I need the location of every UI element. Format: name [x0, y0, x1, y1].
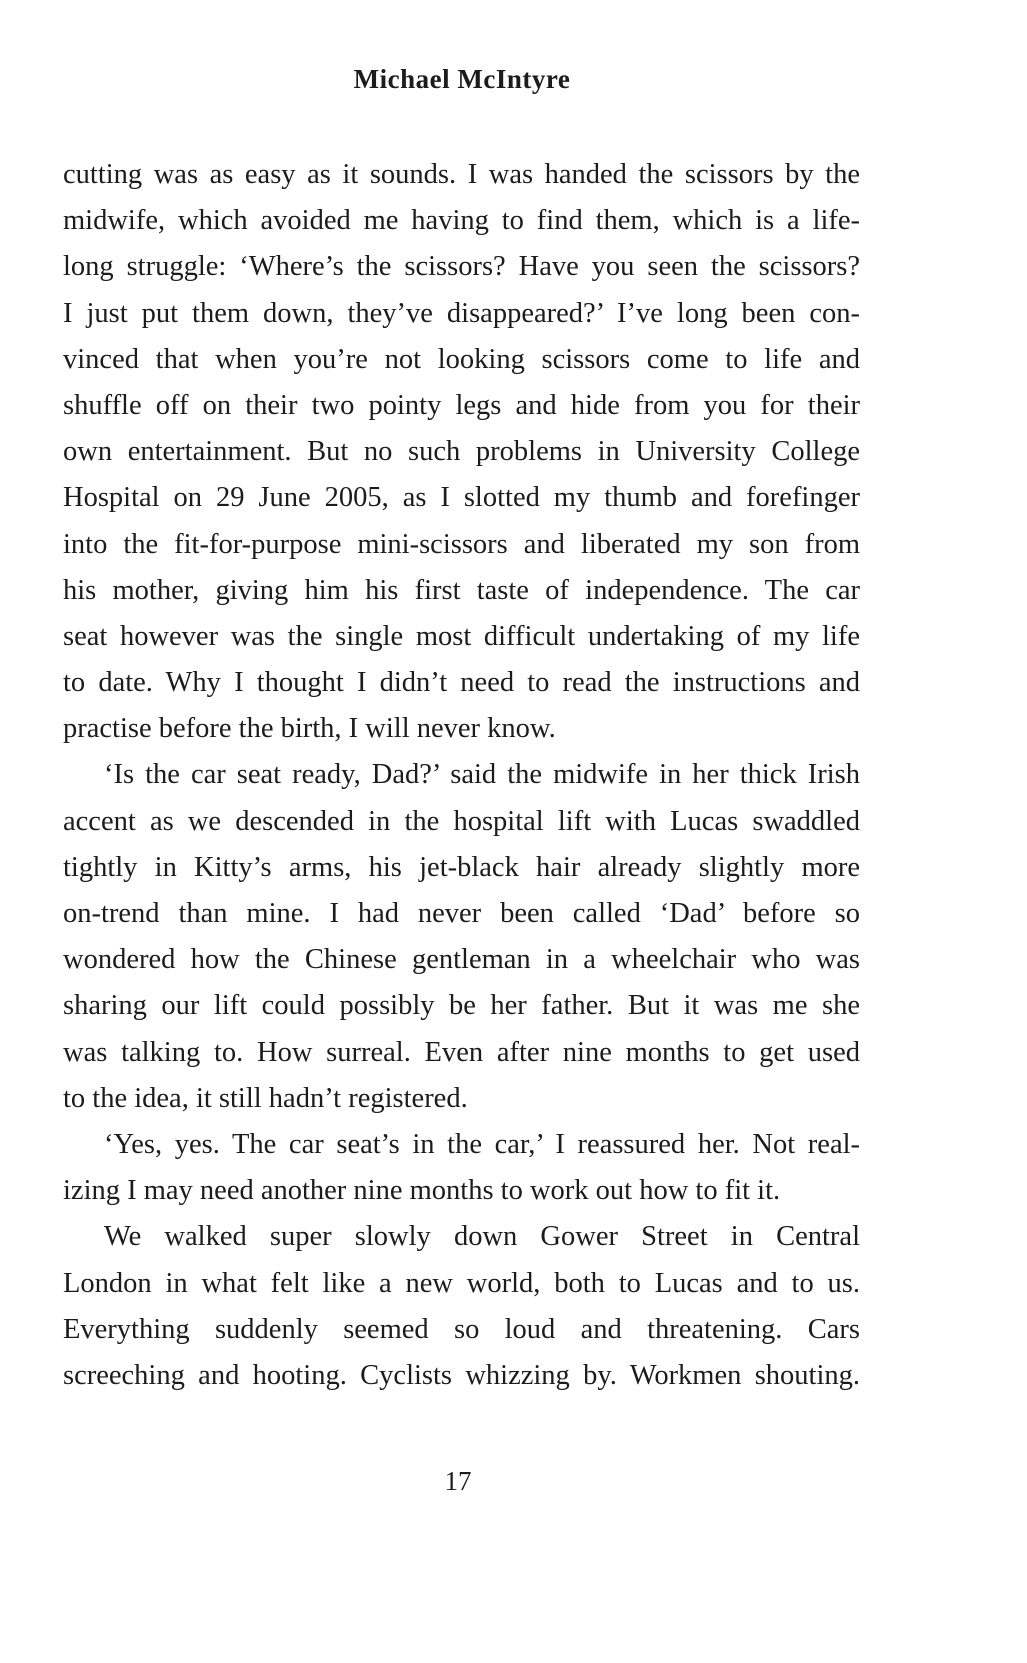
text-line: was talking to. How surreal. Even after nine months to get used [63, 1036, 860, 1068]
paragraph [63, 1214, 860, 1399]
text-line: own entertainment. But no such problems in University College [63, 436, 860, 468]
text-line: vinced that when you’re not looking scissors come to life and [63, 343, 860, 375]
text-line: long struggle: ‘Where’s the scissors? Have you seen the scissors? [63, 251, 860, 283]
text-line: sharing our lift could possibly be her father. But it was me she [63, 990, 860, 1022]
text-line: accent as we descended in the hospital lift with Lucas swaddled [63, 805, 860, 837]
text-line: cutting was as easy as it sounds. I was handed the scissors by the [63, 159, 860, 190]
text-line: wondered how the Chinese gentleman in a wheelchair who was [63, 944, 860, 976]
paragraph [63, 752, 860, 1122]
text-line: ‘Yes, yes. The car seat’s in the car,’ I reassured her. Not real- [104, 1128, 860, 1160]
text-line: We walked super slowly down Gower Street in Central [104, 1221, 860, 1253]
text-line: into the fit-for-purpose mini-scissors and liberated my son from [63, 528, 860, 560]
text-line: on-trend than mine. I had never been called ‘Dad’ before so [63, 898, 860, 929]
text-line: to date. Why I thought I didn’t need to read the instructions and [63, 667, 860, 699]
text-line: izing I may need another nine months to work out how to fit it. [63, 1175, 781, 1207]
text-line: ‘Is the car seat ready, Dad?’ said the midwife in her thick Irish [104, 759, 860, 791]
text-line: practise before the birth, I will never know. [63, 713, 556, 745]
text-line: tightly in Kitty’s arms, his jet-black hair already slightly more [63, 851, 860, 883]
text-line: midwife, which avoided me having to find them, which is a life- [63, 205, 860, 237]
page-number: 17 [444, 1466, 472, 1496]
text-line: London in what felt like a new world, both to Lucas and to us. [63, 1267, 860, 1299]
paragraph [63, 152, 860, 752]
text-line: Everything suddenly seemed so loud and threatening. Cars [63, 1313, 860, 1345]
body-text [63, 152, 860, 1399]
running-header: Michael McIntyre [353, 64, 571, 94]
text-line: shuffle off on their two pointy legs and hide from you for their [63, 389, 860, 421]
text-line: his mother, giving him his first taste of independence. The car [63, 574, 860, 606]
text-line: to the idea, it still hadn’t registered. [63, 1082, 468, 1114]
text-line: Hospital on 29 June 2005, as I slotted my thumb and forefinger [63, 482, 860, 514]
paragraph [63, 1122, 860, 1214]
text-line: I just put them down, they’ve disappeared?’ I’ve long been con- [63, 297, 860, 329]
text-line: screeching and hooting. Cyclists whizzing by. Workmen shouting. [63, 1359, 860, 1391]
text-line: seat however was the single most difficult undertaking of my life [63, 620, 860, 652]
